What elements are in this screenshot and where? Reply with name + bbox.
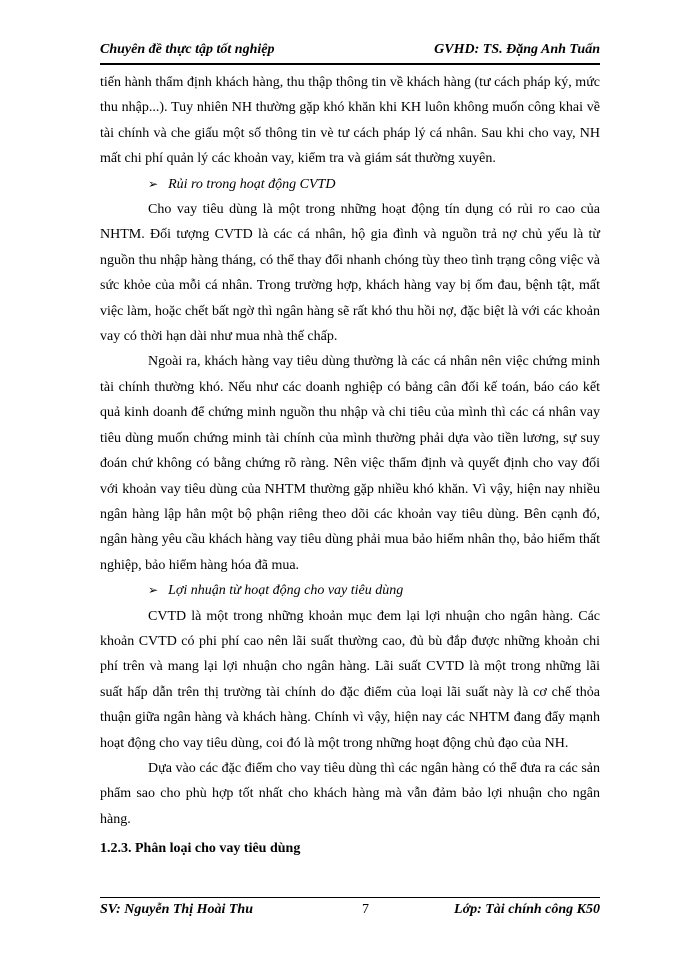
paragraph-5: Dựa vào các đặc điểm cho vay tiêu dùng thì các ngân hàng có thể đưa ra các sản phẩm sao cho phù hợp tốt nhất cho khách hàng mà vẫn đảm bảo lợi nhuận cho ngân hàng.	[100, 760, 600, 827]
footer-student: SV: Nguyễn Thị Hoài Thu	[100, 902, 253, 917]
bullet-profit-label: Lợi nhuận từ hoạt động cho vay tiêu dùng	[168, 583, 404, 599]
paragraph-1: tiến hành thẩm định khách hàng, thu thập thông tin về khách hàng (tư cách pháp ký, mức thu nhập...). Tuy nhiên NH thường gặp khó khăn khi KH luôn không muốn công khai về tài chính và che giấu một số thông tin vè tư cách pháp lý cá nhân. Sau khi cho vay, NH mất chi phí quản lý các khoản vay, kiểm tra và giám sát thường xuyên.	[100, 75, 600, 167]
bullet-risk	[100, 172, 600, 197]
page-header	[100, 42, 600, 62]
document-body	[100, 70, 600, 862]
header-advisor: GVHD: TS. Đặng Anh Tuấn	[434, 42, 600, 57]
arrow-bullet-icon: ➢	[148, 583, 159, 598]
paragraph-4: CVTD là một trong những khoản mục đem lại lợi nhuận cho ngân hàng. Các khoản CVTD có phi phí cao nên lãi suất thường cao, đủ bù đắp được những khoản chi phí trên và mang lại lợi nhuận cho ngân hàng. Lãi suất CVTD là một trong những lãi suất hấp dẫn trên thị trường tài chính do đặc điểm của loại lãi suất này là cơ chế thỏa thuận giữa ngân hàng và khách hàng. Chính vì vậy, hiện nay các NHTM đang đẩy mạnh hoạt động cho vay tiêu dùng, coi đó là một trong những hoạt động chủ đạo của NH.	[100, 608, 600, 751]
page-number: 7	[362, 902, 369, 917]
header-title: Chuyên đề thực tập tốt nghiệp	[100, 42, 275, 57]
footer-class: Lớp: Tài chính công K50	[454, 902, 600, 917]
paragraph-2: Cho vay tiêu dùng là một trong những hoạt động tín dụng có rủi ro cao của NHTM. Đối tượng CVTD là các cá nhân, hộ gia đình và nguồn trả nợ chủ yếu là từ nguồn thu nhập hàng tháng, có thể thay đổi nhanh chóng tùy theo tình trạng công việc và sức khỏe của mỗi cá nhân. Trong trường hợp, khách hàng vay bị ốm đau, bệnh tật, mất việc làm, hoặc chết bất ngờ thì ngân hàng sẽ rất khó thu hồi nợ, đặc biệt là với các khoản vay có thời hạn dài như mua nhà thế chấp.	[100, 202, 600, 345]
header-divider	[100, 63, 600, 65]
arrow-bullet-icon: ➢	[148, 176, 159, 191]
footer-divider	[100, 897, 600, 898]
bullet-profit	[100, 578, 600, 603]
paragraph-3: Ngoài ra, khách hàng vay tiêu dùng thường là các cá nhân nên việc chứng minh tài chính thường khó. Nếu như các doanh nghiệp có bảng cân đối kế toán, báo cáo kết quả kinh doanh để chứng minh nguồn thu nhập và chi tiêu của mình thì các cá nhân vay tiêu dùng muốn chứng minh tài chính của mình thường phải dựa vào tiền lương, sự suy đoán chứ không có bằng chứng rõ ràng. Nên việc thẩm định và quyết định cho vay đối với khoản vay tiêu dùng của NHTM thường gặp nhiều khó khăn. Vì vậy, hiện nay nhiều ngân hàng lập hẳn một bộ phận riêng theo dõi các khoản vay tiêu dùng. Bên cạnh đó, ngân hàng yêu cầu khách hàng vay tiêu dùng phải mua bảo hiểm nhân thọ, bảo hiểm thất nghiệp, bảo hiểm hàng hóa đã mua.	[100, 354, 600, 573]
section-heading: 1.2.3. Phân loại cho vay tiêu dùng	[100, 841, 301, 857]
bullet-risk-label: Rủi ro trong hoạt động CVTD	[168, 176, 336, 192]
page-footer	[100, 902, 600, 922]
